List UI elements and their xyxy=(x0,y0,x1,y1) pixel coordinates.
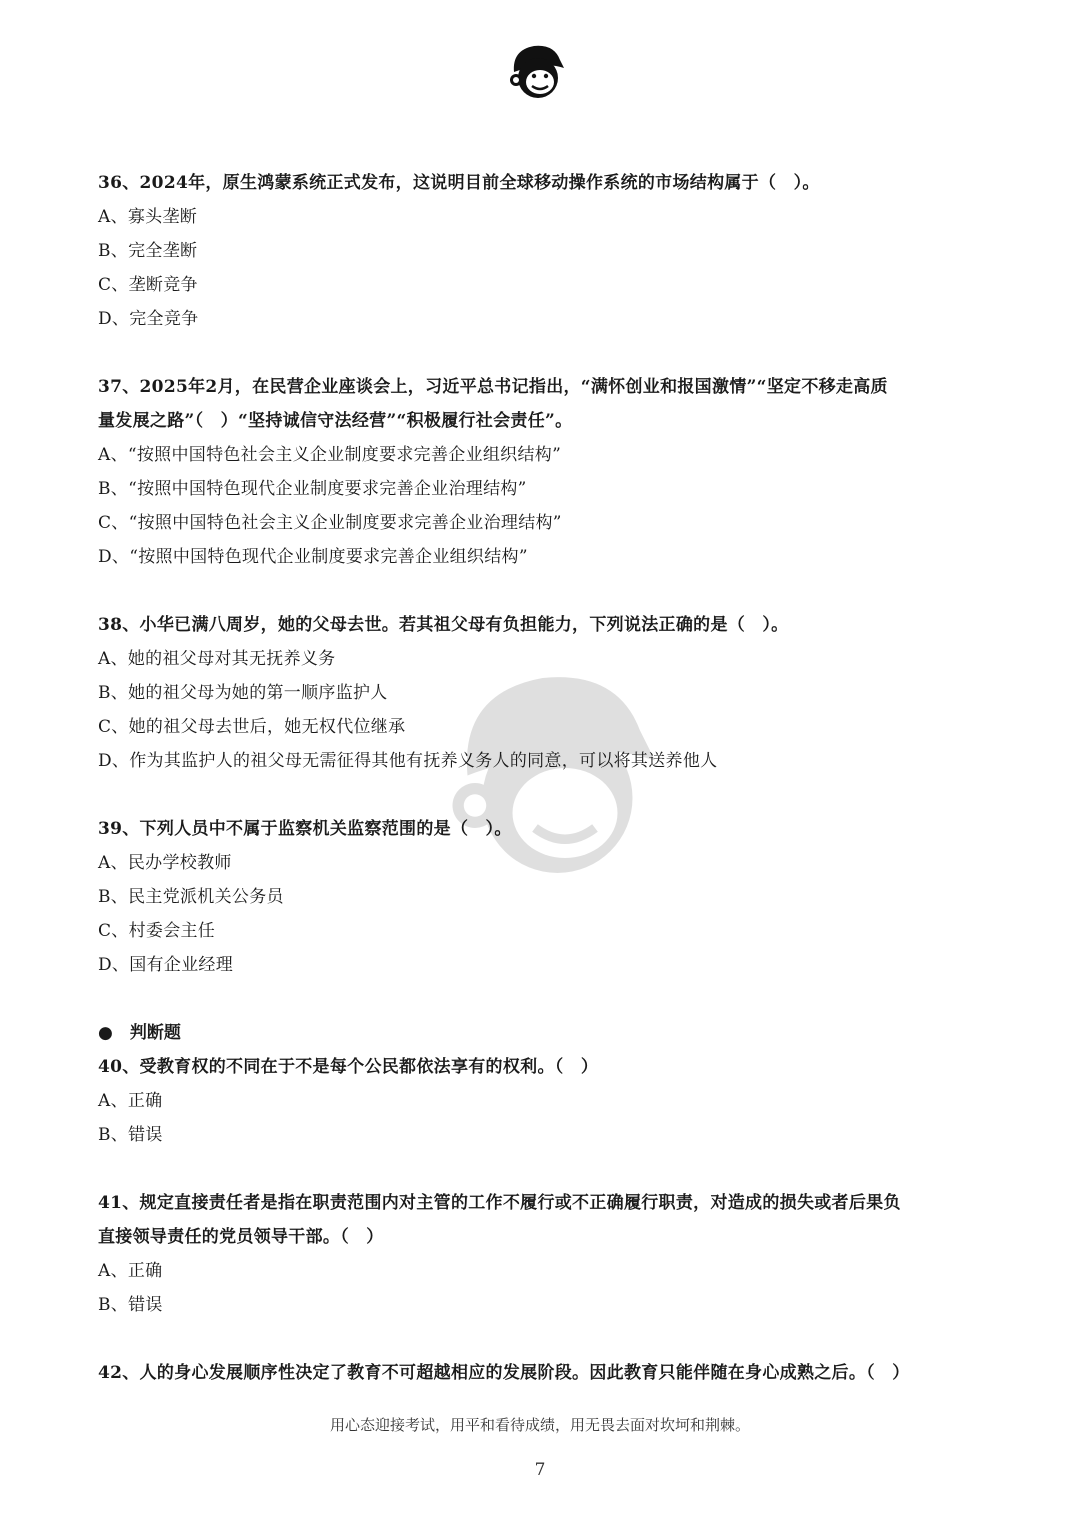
option: D、“按照中国特色现代企业制度要求完善企业组织结构” xyxy=(98,547,528,567)
question-stem: 42、人的身心发展顺序性决定了教育不可超越相应的发展阶段。因此教育只能伴随在身心成熟之后。（ ） xyxy=(98,1363,910,1383)
option: D、作为其监护人的祖父母无需征得其他有抚养义务人的同意，可以将其送养他人 xyxy=(98,751,718,771)
option: A、她的祖父母对其无抚养义务 xyxy=(98,649,336,669)
page-number: 7 xyxy=(534,1460,546,1480)
question-stem: 37、2025年2月，在民营企业座谈会上，习近平总书记指出，“满怀创业和报国激情”“坚定不移走高质 xyxy=(98,377,888,397)
question-stem: 直接领导责任的党员领导干部。（ ） xyxy=(98,1227,384,1247)
option: C、“按照中国特色社会主义企业制度要求完善企业治理结构” xyxy=(98,513,562,533)
option: C、她的祖父母去世后，她无权代位继承 xyxy=(98,717,406,737)
question-stem: 38、小华已满八周岁，她的父母去世。若其祖父母有负担能力，下列说法正确的是（ ）。 xyxy=(98,615,789,635)
question-stem: 36、2024年，原生鸿蒙系统正式发布，这说明目前全球移动操作系统的市场结构属于（ ）。 xyxy=(98,173,820,193)
option: B、她的祖父母为她的第一顺序监护人 xyxy=(98,683,388,703)
option: B、错误 xyxy=(98,1295,163,1315)
option: A、正确 xyxy=(98,1091,163,1111)
option: A、民办学校教师 xyxy=(98,853,232,873)
question-stem: 39、下列人员中不属于监察机关监察范围的是（ ）。 xyxy=(98,819,512,839)
option: C、村委会主任 xyxy=(98,921,216,941)
option: C、垄断竞争 xyxy=(98,275,198,295)
question-stem: 量发展之路”（ ）“坚持诚信守法经营”“积极履行社会责任”。 xyxy=(98,411,573,431)
option: A、寡头垄断 xyxy=(98,207,198,227)
monkey-cap-logo-icon xyxy=(504,38,568,102)
exam-content xyxy=(98,166,988,1390)
footer-motto: 用心态迎接考试，用平和看待成绩，用无畏去面对坎坷和荆棘。 xyxy=(329,1416,750,1434)
section-title: ● 判断题 xyxy=(98,1023,181,1043)
question-stem: 41、规定直接责任者是指在职责范围内对主管的工作不履行或不正确履行职责，对造成的损失或者后果负 xyxy=(98,1193,901,1213)
option: D、完全竞争 xyxy=(98,309,199,329)
option: B、错误 xyxy=(98,1125,163,1145)
option: B、“按照中国特色现代企业制度要求完善企业治理结构” xyxy=(98,479,527,499)
option: B、民主党派机关公务员 xyxy=(98,887,284,907)
question-stem: 40、受教育权的不同在于不是每个公民都依法享有的权利。（ ） xyxy=(98,1057,599,1077)
option: D、国有企业经理 xyxy=(98,955,234,975)
option: B、完全垄断 xyxy=(98,241,198,261)
option: A、“按照中国特色社会主义企业制度要求完善企业组织结构” xyxy=(98,445,562,465)
option: A、正确 xyxy=(98,1261,163,1281)
